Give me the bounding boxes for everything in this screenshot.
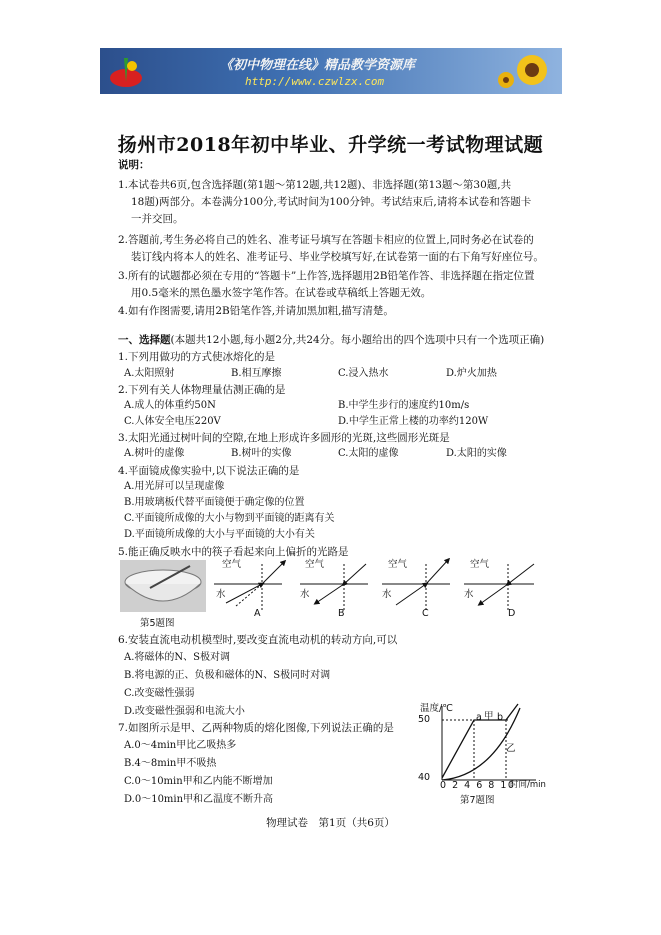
q2-stem: 2.下列有关人体物理量估测正确的是 xyxy=(118,384,286,396)
q5-option-label-b: B xyxy=(338,608,345,619)
q7-xlabel: 时间/min xyxy=(510,780,546,790)
q4-option-b: B.用玻璃板代替平面镜便于确定像的位置 xyxy=(124,497,305,508)
q5-water-label-d: 水 xyxy=(464,589,474,600)
q4-stem: 4.平面镜成像实验中,以下说法正确的是 xyxy=(118,465,300,477)
q5-air-label-c: 空气 xyxy=(388,559,408,570)
q6-option-d: D.改变磁性强弱和电流大小 xyxy=(124,706,245,717)
sunflower-icon xyxy=(494,50,554,92)
q3-option-d: D.太阳的实像 xyxy=(446,448,507,459)
banner-title: 《初中物理在线》精品教学资源库 xyxy=(220,58,416,73)
q5-figure-caption: 第5题图 xyxy=(140,618,175,629)
q6-option-c: C.改变磁性强弱 xyxy=(124,688,195,699)
note-line: 装订线内将本人的姓名、准考证号、毕业学校填写好,在试卷第一面的右下角写好座位号。 xyxy=(131,251,544,263)
banner-url[interactable]: http://www.czwlzx.com xyxy=(245,75,385,88)
note-line: 3.所有的试题都必须在专用的“答题卡”上作答,选择题用2B铅笔作答、非选择题在指定位置 xyxy=(118,270,535,282)
q5-water-label-c: 水 xyxy=(382,589,392,600)
q6-option-a: A.将磁体的N、S极对调 xyxy=(124,652,231,663)
q7-label-jia: 甲 xyxy=(484,711,494,722)
q4-option-c: C.平面镜所成像的大小与物到平面镜的距离有关 xyxy=(124,513,335,524)
q6-stem: 6.安装直流电动机模型时,要改变直流电动机的转动方向,可以 xyxy=(118,634,398,646)
q2-option-b: B.中学生步行的速度约10m/s xyxy=(338,400,470,411)
q5-air-label-a: 空气 xyxy=(222,559,242,570)
q7-y-tick-50: 50 xyxy=(418,714,431,725)
q2-option-d: D.中学生正常上楼的功率约120W xyxy=(338,416,489,427)
q7-point-b: b xyxy=(497,712,504,723)
q5-option-label-c: C xyxy=(422,608,429,619)
q7-option-b: B.4～8min甲不吸热 xyxy=(124,758,217,769)
q5-air-label-b: 空气 xyxy=(305,559,325,570)
note-line: 4.如有作图需要,请用2B铅笔作答,并请加黑加粗,描写清楚。 xyxy=(118,305,394,317)
q5-option-label-d: D xyxy=(508,608,516,619)
q7-x-ticks: 0 2 4 6 8 10 xyxy=(440,780,516,791)
section-heading xyxy=(118,332,544,348)
page-title: 扬州市2018年初中毕业、升学统一考试物理试题 xyxy=(117,134,544,156)
bowl-chopsticks-photo xyxy=(120,560,206,612)
q5-air-label-d: 空气 xyxy=(470,559,490,570)
q7-option-c: C.0～10min甲和乙内能不断增加 xyxy=(124,776,273,787)
q3-option-b: B.树叶的实像 xyxy=(231,448,292,459)
q5-stem: 5.能正确反映水中的筷子看起来向上偏折的光路是 xyxy=(118,546,349,558)
q1-option-d: D.炉火加热 xyxy=(446,368,497,379)
notes-heading: 说明： xyxy=(118,159,150,171)
page-footer: 物理试卷 第1页（共6页） xyxy=(266,817,395,829)
q7-ylabel: 温度/℃ xyxy=(420,703,453,714)
q5-water-label-a: 水 xyxy=(216,589,226,600)
q4-option-a: A.用光屏可以呈现虚像 xyxy=(124,481,225,492)
q7-label-yi: 乙 xyxy=(506,743,516,754)
q1-option-a: A.太阳照射 xyxy=(124,368,175,379)
q3-option-a: A.树叶的虚像 xyxy=(124,448,185,459)
q1-option-b: B.相互摩擦 xyxy=(231,368,282,379)
logo-icon xyxy=(106,52,146,90)
q7-option-d: D.0～10min甲和乙温度不断升高 xyxy=(124,794,274,805)
q5-water-label-b: 水 xyxy=(300,589,310,600)
section-desc: (本题共12小题,每小题2分,共24分。每小题给出的四个选项中只有一个选项正确) xyxy=(170,334,545,346)
q5-option-label-a: A xyxy=(254,608,261,619)
q7-stem: 7.如图所示是甲、乙两种物质的熔化图像,下列说法正确的是 xyxy=(118,722,394,734)
note-line: 2.答题前,考生务必将自己的姓名、准考证号填写在答题卡相应的位置上,同时务必在试卷的 xyxy=(118,234,534,246)
q4-option-d: D.平面镜所成像的大小与平面镜的大小有关 xyxy=(124,529,315,540)
q6-option-b: B.将电源的正、负极和磁体的N、S极同时对调 xyxy=(124,670,331,681)
section-title: 一、选择题 xyxy=(118,334,171,346)
note-line: 用0.5毫米的黑色墨水签字笔作答。在试卷或草稿纸上答题无效。 xyxy=(131,287,432,299)
q7-option-a: A.0～4min甲比乙吸热多 xyxy=(124,740,237,751)
q7-point-a: a xyxy=(476,712,482,723)
q2-option-a: A.成人的体重约50N xyxy=(124,400,216,411)
q5-ray-diagrams xyxy=(212,558,542,628)
q7-y-tick-40: 40 xyxy=(418,772,431,783)
note-line: 一并交回。 xyxy=(131,213,184,225)
note-line: 18题)两部分。本卷满分100分,考试时间为100分钟。考试结束后,请将本试卷和答题卡 xyxy=(131,196,532,208)
header-banner xyxy=(100,48,562,94)
q3-option-c: C.太阳的虚像 xyxy=(338,448,399,459)
q3-stem: 3.太阳光通过树叶间的空隙,在地上形成许多圆形的光斑,这些圆形光斑是 xyxy=(118,432,450,444)
q7-figure-caption: 第7题图 xyxy=(460,795,495,806)
q2-option-c: C.人体安全电压220V xyxy=(124,416,221,427)
q1-stem: 1.下列用做功的方式使冰熔化的是 xyxy=(118,351,276,363)
q1-option-c: C.浸入热水 xyxy=(338,368,389,379)
note-line: 1.本试卷共6页,包含选择题(第1题～第12题,共12题)、非选择题(第13题～第30题,共 xyxy=(118,179,512,191)
